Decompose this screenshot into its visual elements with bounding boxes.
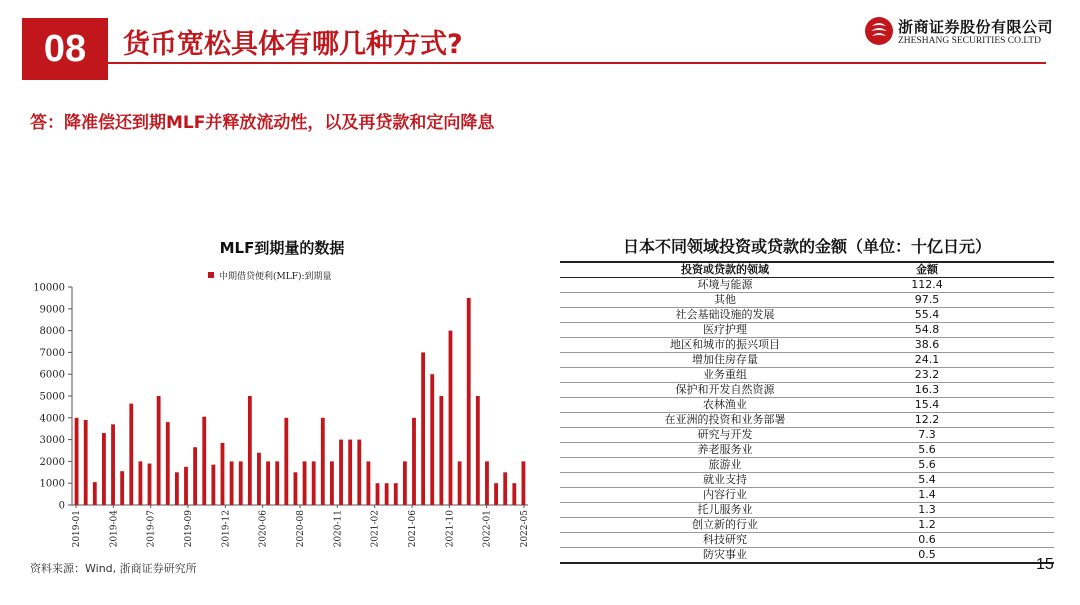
y-tick-label: 0: [58, 500, 65, 512]
bar: [339, 440, 343, 505]
bar: [93, 482, 97, 505]
table-row: [560, 473, 1054, 488]
table-row: [560, 383, 1054, 398]
sector-cell: 研究与开发: [560, 428, 860, 443]
bar: [129, 404, 133, 505]
zheshang-logo-icon: [864, 16, 894, 46]
y-tick-label: 3000: [39, 435, 65, 447]
page-number: 15: [1036, 556, 1054, 573]
x-tick-label: 2019-01: [72, 510, 82, 548]
table-row: [560, 278, 1054, 293]
y-tick-label: 4000: [39, 413, 65, 425]
sector-cell: 创立新的行业: [560, 518, 860, 533]
amount-cell: 24.1: [860, 353, 1054, 368]
bar: [157, 396, 161, 505]
table-row: [560, 428, 1054, 443]
bar: [366, 461, 370, 505]
sector-cell: 业务重组: [560, 368, 860, 383]
bar: [284, 418, 288, 505]
amount-cell: 7.3: [860, 428, 1054, 443]
bar: [230, 461, 234, 505]
amount-cell: 23.2: [860, 368, 1054, 383]
chart-title: MLF到期量的数据: [219, 239, 345, 257]
bar: [522, 461, 526, 505]
bar: [348, 440, 352, 505]
table-row: [560, 308, 1054, 323]
amount-cell: 12.2: [860, 413, 1054, 428]
y-tick-label: 5000: [39, 391, 65, 403]
section-number-badge: 08: [22, 18, 108, 80]
y-tick-label: 9000: [39, 304, 65, 316]
amount-cell: 97.5: [860, 293, 1054, 308]
amount-cell: 5.6: [860, 458, 1054, 473]
bar: [503, 472, 507, 505]
bar: [111, 424, 115, 505]
sector-cell: 医疗护理: [560, 323, 860, 338]
bar: [148, 464, 152, 505]
company-logo: [864, 14, 1064, 54]
table-row: [560, 293, 1054, 308]
bar: [193, 447, 197, 505]
y-tick-label: 8000: [39, 326, 65, 338]
y-tick-label: 2000: [39, 456, 65, 468]
x-tick-label: 2022-01: [482, 510, 493, 548]
table-row: [560, 533, 1054, 548]
y-tick-label: 7000: [39, 347, 65, 359]
bar: [485, 461, 489, 505]
bar: [175, 472, 179, 505]
bar: [275, 461, 279, 505]
bar: [330, 461, 334, 505]
sector-cell: 地区和城市的振兴项目: [560, 338, 860, 353]
x-tick-label: 2019-12: [221, 510, 232, 548]
sector-cell: 就业支持: [560, 473, 860, 488]
y-tick-label: 1000: [39, 478, 65, 490]
x-tick-label: 2020-06: [258, 510, 269, 548]
bar: [439, 396, 443, 505]
x-tick-label: 2019-07: [146, 510, 157, 548]
bar: [449, 331, 453, 505]
bar: [357, 440, 361, 505]
amount-cell: 0.5: [860, 548, 1054, 564]
brand-name-en: ZHESHANG SECURITIES CO.LTD: [898, 36, 1041, 46]
bar: [75, 418, 79, 505]
bar: [321, 418, 325, 505]
amount-cell: 1.3: [860, 503, 1054, 518]
data-source-note: 资料来源：Wind, 浙商证券研究所: [30, 562, 197, 575]
answer-statement: 答：降准偿还到期MLF并释放流动性，以及再贷款和定向降息: [30, 113, 495, 133]
sector-cell: 防灾事业: [560, 548, 860, 564]
x-tick-label: 2020-11: [333, 510, 344, 548]
x-tick-label: 2020-08: [296, 510, 306, 548]
bar: [512, 483, 516, 505]
brand-name-cn: 浙商证券股份有限公司: [898, 18, 1054, 36]
table-row: [560, 488, 1054, 503]
bar: [248, 396, 252, 505]
table-row: [560, 398, 1054, 413]
bar: [376, 483, 380, 505]
bar: [476, 396, 480, 505]
column-header-amount: 金额: [860, 262, 1054, 278]
bar: [294, 472, 298, 505]
amount-cell: 38.6: [860, 338, 1054, 353]
bar: [120, 471, 124, 505]
sector-cell: 在亚洲的投资和业务部署: [560, 413, 860, 428]
table-row: [560, 353, 1054, 368]
bar: [394, 483, 398, 505]
bar: [385, 483, 389, 505]
table-row: [560, 443, 1054, 458]
x-tick-label: 2021-06: [408, 510, 418, 548]
amount-cell: 54.8: [860, 323, 1054, 338]
x-tick-label: 2019-09: [184, 510, 194, 548]
bar: [211, 465, 215, 505]
table-row: [560, 503, 1054, 518]
page-title: 货币宽松具体有哪几种方式?: [123, 29, 463, 60]
amount-cell: 55.4: [860, 308, 1054, 323]
amount-cell: 0.6: [860, 533, 1054, 548]
amount-cell: 5.6: [860, 443, 1054, 458]
table-row: [560, 338, 1054, 353]
bar: [184, 467, 188, 505]
table-header-row: [560, 262, 1054, 278]
bar: [166, 422, 170, 505]
legend-label: 中期借贷便利(MLF):到期量: [219, 272, 332, 282]
table-row: [560, 323, 1054, 338]
bar: [458, 461, 462, 505]
table-title: 日本不同领域投资或贷款的金额（单位：十亿日元）: [622, 237, 991, 256]
table-row: [560, 548, 1054, 564]
table-row: [560, 458, 1054, 473]
bar: [239, 461, 243, 505]
bar: [202, 417, 206, 505]
x-tick-label: 2022-05: [520, 510, 530, 548]
sector-cell: 环境与能源: [560, 278, 860, 293]
amount-cell: 112.4: [860, 278, 1054, 293]
sector-cell: 保护和开发自然资源: [560, 383, 860, 398]
amount-cell: 1.4: [860, 488, 1054, 503]
sector-cell: 社会基础设施的发展: [560, 308, 860, 323]
bar: [266, 461, 270, 505]
sector-cell: 科技研究: [560, 533, 860, 548]
x-tick-label: 2021-02: [370, 510, 381, 548]
sector-cell: 增加住房存量: [560, 353, 860, 368]
sector-cell: 其他: [560, 293, 860, 308]
x-tick-label: 2019-04: [109, 510, 120, 548]
y-tick-label: 6000: [39, 369, 65, 381]
sector-cell: 内容行业: [560, 488, 860, 503]
header-divider: [108, 62, 1046, 64]
sector-cell: 托儿服务业: [560, 503, 860, 518]
table-row: [560, 413, 1054, 428]
amount-cell: 1.2: [860, 518, 1054, 533]
bar: [412, 418, 416, 505]
bar: [221, 443, 225, 505]
japan-investment-table: [560, 261, 1054, 564]
bar: [430, 374, 434, 505]
table-row: [560, 518, 1054, 533]
sector-cell: 旅游业: [560, 458, 860, 473]
bar: [421, 352, 425, 505]
bar: [312, 461, 316, 505]
bar: [257, 453, 261, 505]
column-header-sector: 投资或贷款的领域: [560, 262, 860, 278]
bar: [494, 483, 498, 505]
bar: [303, 461, 307, 505]
bar: [403, 461, 407, 505]
amount-cell: 5.4: [860, 473, 1054, 488]
bar: [467, 298, 471, 505]
bar: [84, 420, 88, 505]
legend-swatch: [208, 272, 214, 278]
amount-cell: 16.3: [860, 383, 1054, 398]
sector-cell: 农林渔业: [560, 398, 860, 413]
bar: [138, 461, 142, 505]
x-tick-label: 2021-10: [445, 510, 456, 548]
mlf-maturity-bar-chart: [20, 228, 540, 573]
bar: [102, 433, 106, 505]
sector-cell: 养老服务业: [560, 443, 860, 458]
table-row: [560, 368, 1054, 383]
amount-cell: 15.4: [860, 398, 1054, 413]
y-tick-label: 10000: [33, 282, 65, 294]
